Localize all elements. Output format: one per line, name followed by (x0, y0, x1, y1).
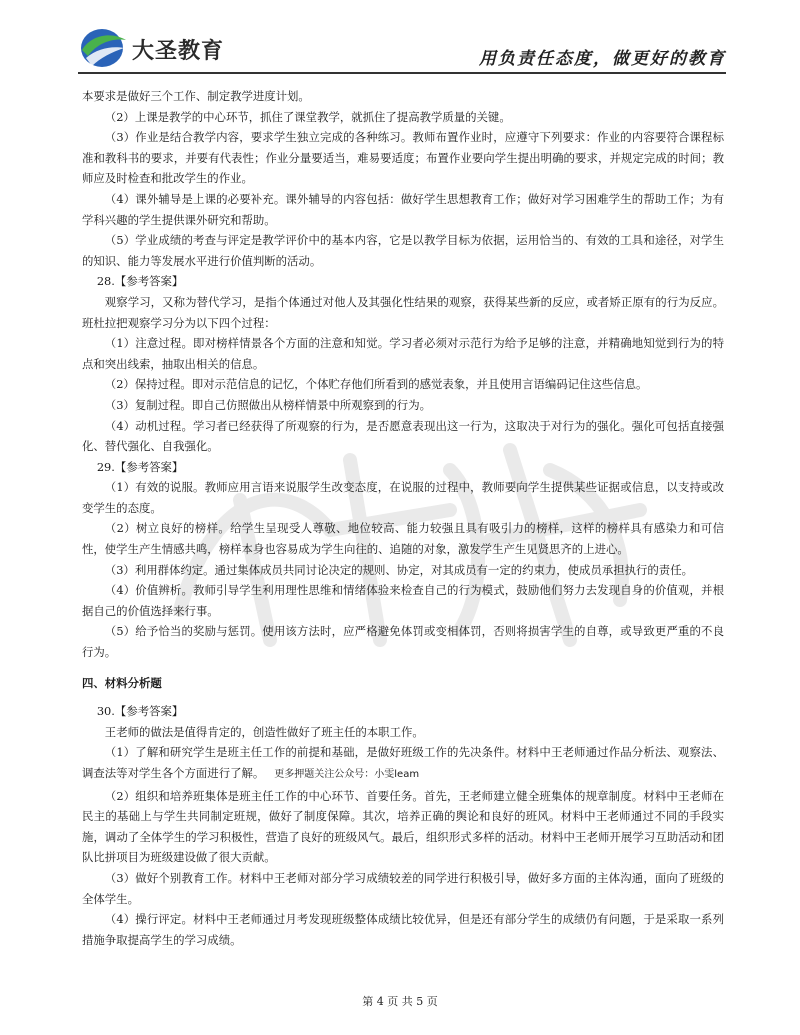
brand-logo (78, 26, 238, 70)
brand-logo-icon (78, 26, 130, 70)
paragraph: （4）操行评定。材料中王老师通过月考发现班级整体成绩比较优异，但是还有部分学生的成绩仍有问题，于是采取一系列措施争取提高学生的学习成绩。 (82, 912, 724, 947)
paragraph: （2）组织和培养班集体是班主任工作的中心环节、首要任务。首先，王老师建立健全班集体的规章制度。材料中王老师在民主的基础上与学生共同制定班规，做好了制度保障。其次，培养正确的舆论和良好的班风。材料中王老师通过不同的手段实施，调动了全体学生的学习积极性，营造了良好的班级风气。最后，组织形式多样的活动。材料中王老师开展学习互助活动和团队比拼项目为班级建设做了很大贡献。 (82, 788, 724, 865)
promo-note: 更多押题关注公众号：小雯leam (274, 769, 420, 780)
paragraph: （5）给予恰当的奖励与惩罚。使用该方法时，应严格避免体罚或变相体罚，否则将损害学生的自尊，或导致更严重的不良行为。 (82, 624, 724, 660)
paragraph: （3）复制过程。即自己仿照做出从榜样情景中所观察到的行为。 (104, 397, 431, 412)
paragraph: （4）课外辅导是上课的必要补充。课外辅导的内容包括：做好学生思想教育工作；做好对学习困难学生的帮助工作；为有学科兴趣的学生提供课外研究和帮助。 (82, 191, 724, 227)
paragraph: （3）作业是结合教学内容，要求学生独立完成的各种练习。教师布置作业时，应遵守下列要求：作业的内容要符合课程标准和教科书的要求，并要有代表性；作业分量要适当，难易要适度；布置作业要向学生提出明确的要求，并规定完成的时间；教师应及时检查和批改学生的作业。 (82, 130, 724, 186)
document-body (82, 86, 724, 950)
paragraph: 王老师的做法是值得肯定的，创造性做好了班主任的本职工作。 (104, 724, 424, 739)
paragraph: （4）动机过程。学习者已经获得了所观察的行为，是否愿意表现出这一行为，这取决于对行为的强化。强化可包括直接强化、替代强化、自我强化。 (82, 418, 724, 454)
paragraph: （3）利用群体约定。通过集体成员共同讨论决定的规则、协定，对其成员有一定的约束力，使成员承担执行的责任。 (104, 562, 693, 577)
answer-heading: 28.【参考答案】 (96, 274, 184, 289)
paragraph: （3）做好个别教育工作。材料中王老师对部分学习成绩较差的同学进行积极引导，做好多方面的主体沟通，面向了班级的全体学生。 (82, 870, 724, 906)
paragraph (82, 742, 724, 785)
section-heading: 四、材料分析题 (82, 675, 162, 690)
paragraph: （4）价值辨析。教师引导学生利用理性思维和情绪体验来检查自己的行为模式，鼓励他们努力去发现自身的价值观，并根据自己的价值选择来行事。 (82, 583, 724, 618)
paragraph: 本要求是做好三个工作、制定教学进度计划。 (82, 89, 310, 103)
paragraph: （5）学业成绩的考查与评定是教学评价中的基本内容，它是以教学目标为依据，运用恰当的、有效的工具和途径，对学生的知识、能力等发展水平进行价值判断的活动。 (82, 233, 724, 268)
paragraph: 观察学习，又称为替代学习，是指个体通过对他人及其强化性结果的观察，获得某些新的反应，或者矫正原有的行为反应。班杜拉把观察学习分为以下四个过程： (82, 294, 724, 330)
answer-heading: 30.【参考答案】 (96, 704, 184, 719)
header-slogan: 用负责任态度，做更好的教育 (479, 49, 726, 69)
page-number: 第 4 页 共 5 页 (362, 995, 438, 1008)
paragraph: （1）注意过程。即对榜样情景各个方面的注意和知觉。学习者必须对示范行为给予足够的注意，并精确地知觉到行为的特点和突出线索，抽取出相关的信息。 (82, 336, 724, 371)
paragraph: （2）上课是教学的中心环节，抓住了课堂教学，就抓住了提高教学质量的关键。 (104, 109, 511, 124)
paragraph: （2）树立良好的榜样。给学生呈现受人尊敬、地位较高、能力较强且具有吸引力的榜样，这样的榜样具有感染力和可信性，使学生产生情感共鸣，榜样本身也容易成为学生向往的、追随的对象，激发学生产生见贤思齐的上进心。 (82, 521, 724, 557)
paragraph-text: （1）了解和研究学生是班主任工作的前提和基础，是做好班级工作的先决条件。材料中王老师通过作品分析法、观察法、调查法等对学生各个方面进行了解。 (82, 745, 724, 780)
paragraph: （2）保持过程。即对示范信息的记忆，个体贮存他们所看到的感觉表象，并且使用言语编码记住这些信息。 (104, 377, 648, 392)
paragraph: （1）有效的说服。教师应用言语来说服学生改变态度，在说服的过程中，教师要向学生提供某些证据或信息，以支持或改变学生的态度。 (82, 480, 724, 515)
page-header (78, 22, 726, 78)
answer-heading: 29.【参考答案】 (96, 459, 184, 474)
header-divider (78, 72, 726, 74)
brand-name: 大圣教育 (132, 39, 225, 64)
